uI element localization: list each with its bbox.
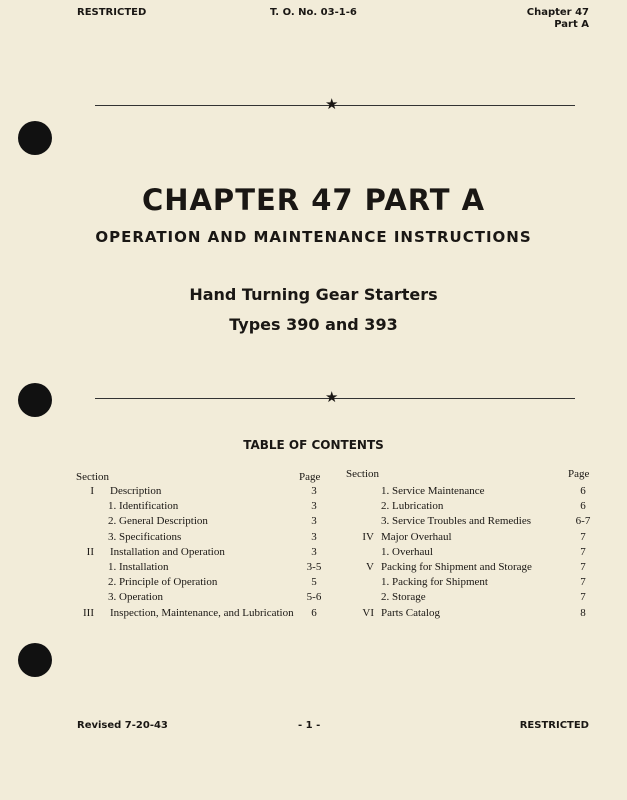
- equipment-types: Types 390 and 393: [229, 315, 398, 334]
- toc-entry: 3. Specifications: [108, 530, 182, 543]
- toc-entry: Parts Catalog: [381, 606, 440, 619]
- punch-hole: [18, 383, 52, 417]
- toc-page: 7: [580, 561, 586, 573]
- toc-page: 6: [311, 606, 317, 619]
- toc-entry: 1. Identification: [108, 500, 179, 513]
- toc-section-number: V: [366, 561, 374, 573]
- header-chapter: Chapter 47: [526, 7, 589, 18]
- toc-page: 5-6: [306, 591, 322, 604]
- equipment-title: Hand Turning Gear Starters: [189, 285, 438, 304]
- toc-entry: Packing for Shipment and Storage: [381, 561, 532, 573]
- toc-section-number: IV: [362, 530, 374, 543]
- header-restricted: RESTRICTED: [77, 7, 147, 18]
- toc-heading: TABLE OF CONTENTS: [243, 438, 384, 452]
- toc-page: 7: [580, 576, 586, 589]
- toc-page: 6: [580, 500, 586, 513]
- chapter-subtitle: OPERATION AND MAINTENANCE INSTRUCTIONS: [95, 228, 532, 246]
- chapter-title: CHAPTER 47 PART A: [141, 183, 486, 217]
- toc-section-number: II: [86, 545, 94, 558]
- star-ornament: ★: [325, 95, 339, 113]
- toc-entry: Description: [110, 485, 162, 497]
- revision-date: Revised 7-20-43: [77, 720, 168, 731]
- toc-page: 5: [311, 576, 317, 589]
- toc-page: 8: [580, 606, 586, 619]
- toc-page: 3: [311, 530, 317, 543]
- toc-entry: Inspection, Maintenance, and Lubrication: [110, 606, 294, 619]
- toc-section-number: I: [90, 485, 94, 497]
- toc-entry: Installation and Operation: [110, 545, 225, 558]
- toc-entry: 1. Packing for Shipment: [381, 576, 488, 589]
- footer-restricted: RESTRICTED: [519, 720, 589, 731]
- toc-entry: 2. Storage: [381, 591, 426, 604]
- toc-page: 3-5: [306, 561, 322, 573]
- toc-entry: 1. Service Maintenance: [381, 485, 485, 497]
- toc-page: 6: [580, 485, 586, 497]
- toc-entry: 1. Installation: [108, 561, 169, 573]
- page-number: - 1 -: [298, 720, 321, 731]
- toc-entry: 2. Lubrication: [381, 500, 444, 513]
- toc-entry: 2. General Description: [108, 515, 208, 528]
- section-label: Section: [346, 468, 379, 480]
- toc-page: 3: [311, 500, 317, 513]
- toc-page: 6-7: [575, 515, 591, 528]
- punch-hole: [18, 643, 52, 677]
- toc-page: 7: [580, 545, 586, 558]
- toc-page: 3: [311, 515, 317, 528]
- toc-section-number: III: [83, 606, 94, 619]
- toc-page: 7: [580, 591, 586, 604]
- toc-entry: 3. Service Troubles and Remedies: [381, 515, 532, 528]
- toc-page: 7: [580, 530, 586, 543]
- page-label: Page: [299, 471, 321, 483]
- toc-entry: 3. Operation: [108, 591, 163, 604]
- header-to-number: T. O. No. 03-1-6: [270, 7, 357, 18]
- toc-page: 3: [311, 485, 317, 497]
- header-part: Part A: [554, 19, 589, 30]
- page-label: Page: [568, 468, 590, 480]
- star-ornament: ★: [325, 388, 339, 406]
- toc-section-number: VI: [362, 606, 374, 619]
- toc-entry: 2. Principle of Operation: [108, 576, 218, 589]
- punch-hole: [18, 121, 52, 155]
- section-label: Section: [76, 471, 109, 483]
- toc-entry: 1. Overhaul: [381, 545, 433, 558]
- toc-page: 3: [311, 545, 317, 558]
- toc-entry: Major Overhaul: [381, 530, 452, 543]
